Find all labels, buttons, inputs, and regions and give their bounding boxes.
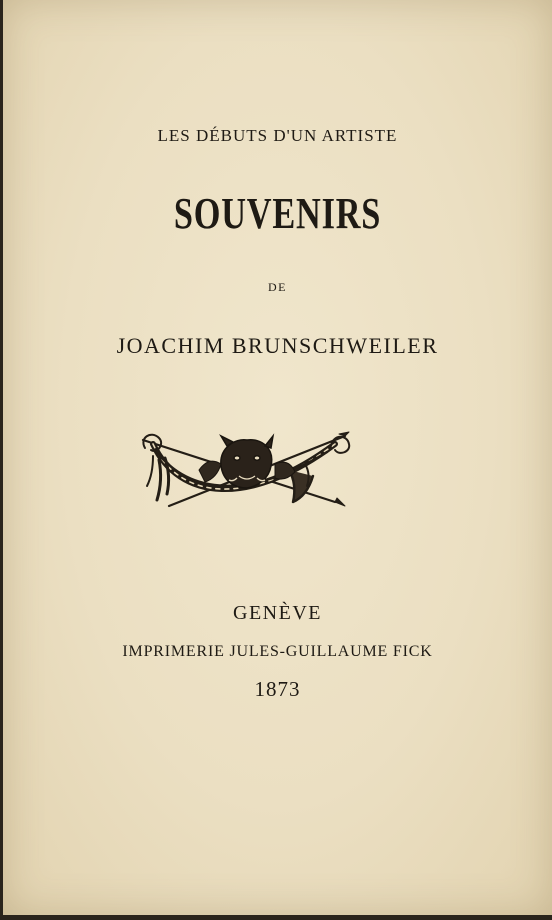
author-name: JOACHIM BRUNSCHWEILER — [116, 333, 439, 358]
series-title: LES DÉBUTS D'UN ARTISTE — [157, 126, 398, 145]
boar-head-trophy-icon — [139, 430, 351, 512]
book-title: SOUVENIRS — [173, 189, 382, 238]
printer-name: IMPRIMERIE JULES-GUILLAUME FICK — [122, 643, 433, 660]
place-of-publication: GENÈVE — [233, 602, 322, 624]
author-preposition: DE — [268, 280, 287, 294]
publication-year: 1873 — [254, 677, 301, 701]
